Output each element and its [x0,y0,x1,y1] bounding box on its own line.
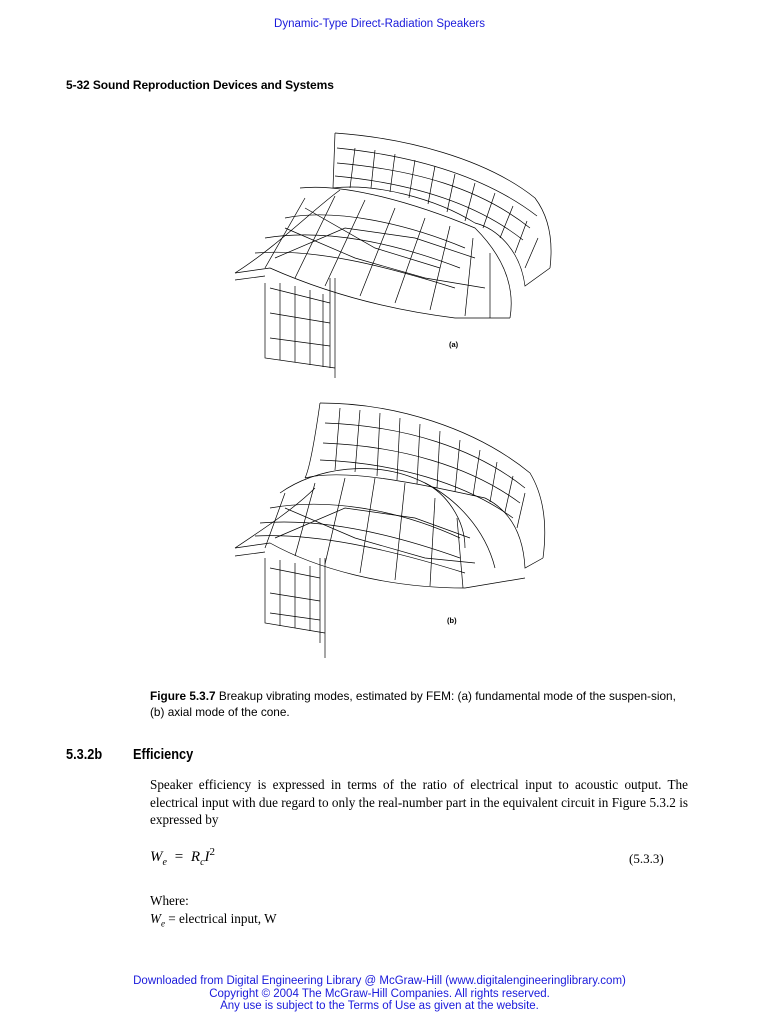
def-symbol: W [150,911,161,926]
footer-line-1[interactable]: Downloaded from Digital Engineering Library @ McGraw-Hill (www.digitalengineeringlibrary.com) [133,975,626,987]
footer-line-2: Copyright © 2004 The McGraw-Hill Companies. All rights reserved. [209,987,550,1000]
footer [0,975,759,1013]
caption-label: Figure 5.3.7 [150,689,216,703]
section-title: Efficiency [133,746,194,763]
eq-r-sub: c [200,857,205,868]
panel-label-a: (a) [449,340,459,349]
where-label: Where: [150,893,189,908]
eq-r: R [190,849,201,865]
def-text: = electrical input, W [165,911,277,926]
definition-line [150,911,277,929]
eq-i-sup: 2 [209,846,216,858]
panel-label-b: (b) [447,616,457,625]
eq-equals: = [174,849,184,865]
eq-i: I [204,849,210,865]
figure-caption [150,688,690,720]
equation-number: (5.3.3) [629,851,664,866]
running-head: 5-32 Sound Reproduction Devices and Systems [66,78,334,92]
body-paragraph: Speaker efficiency is expressed in terms of the ratio of electrical input to acoustic output. The electrical input with due regard to only the real-number part in the equivalent circuit in Figure 5.3.2 is expressed by [150,777,688,827]
figure-b [225,398,565,664]
footer-line-3[interactable]: Any use is subject to the Terms of Use as given at the website. [220,1000,539,1012]
caption-text: Breakup vibrating modes, estimated by FEM: (a) fundamental mode of the suspen-sion, (b) axial mode of the cone. [150,689,676,719]
eq-lhs-sub: e [162,857,167,868]
def-symbol-sub: e [161,918,165,929]
fem-mesh-b-drawing [225,398,565,664]
section-number: 5.3.2b [66,746,103,763]
top-link[interactable]: Dynamic-Type Direct-Radiation Speakers [274,18,485,30]
fem-mesh-a-drawing [225,128,565,384]
equation [150,846,215,868]
eq-lhs: W [150,849,163,865]
figure-a [225,128,565,384]
